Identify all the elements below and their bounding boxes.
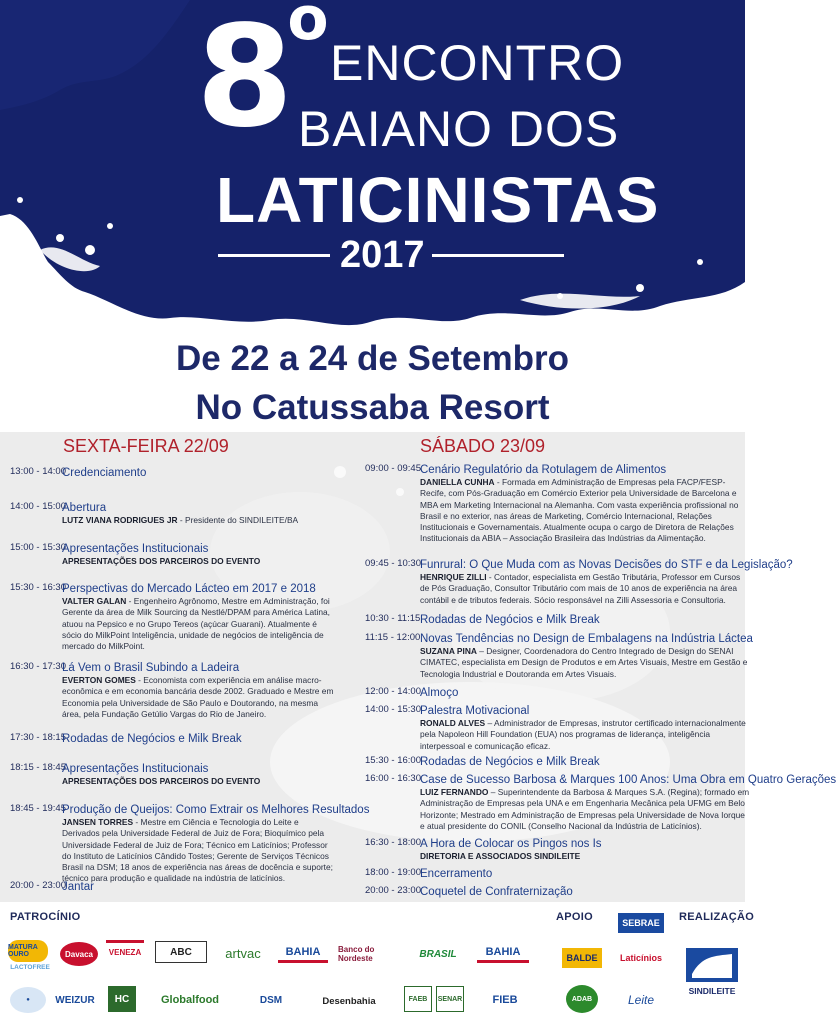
event-title: Funrural: O Que Muda com as Novas Decisões do STF e da Legislação? xyxy=(420,559,793,571)
speaker-bio: – Designer, Coordenadora do Centro Integrado de Design do SENAI CIMATEC, especialista em Design de Produtos e em Artes Visuais, Mestre em Gestão e Tecnologia Industrial e Doutoranda em Artes Visuais. xyxy=(420,646,748,679)
industria-laticinios-logo: Laticínios xyxy=(619,953,662,963)
sindileite-emblem-icon xyxy=(686,948,738,982)
weizur-logo: WEIZUR xyxy=(55,994,95,1006)
event-description xyxy=(62,596,337,651)
balde-branco-logo: BALDE xyxy=(562,948,602,968)
event-time: 11:15 - 12:00 xyxy=(365,632,421,643)
event-time: 16:00 - 16:30 xyxy=(365,773,421,784)
event-time: 13:00 - 14:00 xyxy=(10,466,66,477)
apoio-label: APOIO xyxy=(556,911,593,923)
artvac-logo: artvac xyxy=(225,945,261,961)
event-time: 09:45 - 10:30 xyxy=(365,558,421,569)
event-time: 18:00 - 19:00 xyxy=(365,867,421,878)
speaker-name: EVERTON GOMES xyxy=(62,675,136,686)
event-title: Jantar xyxy=(62,881,94,893)
event-title: Novas Tendências no Design de Embalagens na Indústria Láctea xyxy=(420,633,753,645)
davaca-logo: Davaca xyxy=(60,942,98,966)
saturday-heading: SÁBADO 23/09 xyxy=(420,436,546,456)
edition-number: 8$^o$ xyxy=(196,0,329,159)
event-time: 15:00 - 15:30 xyxy=(10,542,66,553)
bahia-govt-logo: BAHIA xyxy=(278,943,328,963)
event-time: 15:30 - 16:00 xyxy=(365,755,421,766)
speaker-name: VALTER GALAN xyxy=(62,596,127,607)
event-time: 14:00 - 15:30 xyxy=(365,704,421,715)
realizacao-label: REALIZAÇÃO xyxy=(679,911,755,923)
speaker-name: HENRIQUE ZILLI xyxy=(420,572,487,583)
sindileite-logo: SINDILEITE xyxy=(688,986,736,996)
event-time: 20:00 - 23:00 xyxy=(365,885,421,896)
event-title: Apresentações Institucionais xyxy=(62,543,209,555)
brasil-govt-logo: BRASIL xyxy=(419,948,457,960)
speaker-name: DANIELLA CUNHA xyxy=(420,477,495,488)
event-time: 17:30 - 18:15 xyxy=(10,732,66,743)
event-time: 20:00 - 23:00 xyxy=(10,880,66,891)
event-date: De 22 a 24 de Setembro xyxy=(176,339,569,378)
speaker-name: JANSEN TORRES xyxy=(62,817,134,828)
event-title: Cenário Regulatório da Rotulagem de Alimentos xyxy=(420,464,667,476)
event-subtitle: DIRETORIA E ASSOCIADOS SINDILEITE xyxy=(420,851,581,862)
sebrae-logo: SEBRAE xyxy=(618,913,664,933)
fieb-logo: FIEB xyxy=(492,994,518,1006)
bahia-justice-logo: BAHIA xyxy=(477,943,529,963)
round-sponsor-logo: ● xyxy=(10,987,46,1013)
event-title: Case de Sucesso Barbosa & Marques 100 Anos: Uma Obra em Quatro Gerações xyxy=(420,774,836,786)
event-description xyxy=(420,787,750,831)
title-line-laticinistas: LATICINISTAS xyxy=(216,164,660,236)
senar-logo: SENAR xyxy=(436,986,464,1012)
event-title: Lá Vem o Brasil Subindo a Ladeira xyxy=(62,662,240,674)
event-time: 12:00 - 14:00 xyxy=(365,686,421,697)
speaker-bio: - Economista com experiência em análise macro-econômica e em economia bancária desde 2002. Graduado e Mestre em Economia pela Universidade de São Paulo e Doutorando, na mesma área, pela Fundação Getúlio Vargas do Rio de Janeiro. xyxy=(62,675,334,719)
event-time: 14:00 - 15:00 xyxy=(10,501,66,512)
speaker-bio: - Presidente do SINDILEITE/BA xyxy=(177,515,299,526)
event-title: Rodadas de Negócios e Milk Break xyxy=(62,733,242,745)
hc-logo: HC xyxy=(108,986,136,1012)
speaker-bio: - Mestre em Ciência e Tecnologia do Leite e Derivados pela Universidade Federal de Juiz de Fora; Bioquímico pela Universidade Federal de Juiz de Fora; Técnico em Laticínios; Professor do Instituto de Laticínios Cândido Tostes; Gerente de Serviços Técnicos Brasil na DSM; 18 anos de experiência nas áreas de docência e suporte; técnico para produção e qualidade na indústria de laticínios. xyxy=(62,817,333,883)
lactofree-logo: LACTOFREE xyxy=(10,964,50,971)
event-title: Palestra Motivacional xyxy=(420,705,530,717)
event-time: 16:30 - 18:00 xyxy=(365,837,421,848)
desenbahia-logo: Desenbahia xyxy=(322,995,376,1007)
event-title: Coquetel de Confraternização xyxy=(420,886,573,898)
event-title: Credenciamento xyxy=(62,467,147,479)
adab-logo: ADAB xyxy=(566,985,598,1013)
event-time: 18:15 - 18:45 xyxy=(10,762,66,773)
event-title: Rodadas de Negócios e Milk Break xyxy=(420,614,600,626)
faeb-logo: FAEB xyxy=(404,986,432,1012)
event-year: 2017 xyxy=(340,234,425,276)
event-description xyxy=(62,817,337,884)
veneza-logo: VENEZA xyxy=(106,940,144,962)
patrocinio-label: PATROCÍNIO xyxy=(10,911,81,923)
event-title: Rodadas de Negócios e Milk Break xyxy=(420,756,600,768)
event-title: Abertura xyxy=(62,502,107,514)
speaker-name: LUIZ FERNANDO xyxy=(420,787,489,798)
title-line-encontro: ENCONTRO xyxy=(330,35,625,91)
event-time: 18:45 - 19:45 xyxy=(10,803,66,814)
event-time: 09:00 - 09:45 xyxy=(365,463,421,474)
event-title: Apresentações Institucionais xyxy=(62,763,209,775)
sindileite-wave-icon xyxy=(692,952,732,978)
event-description xyxy=(420,572,750,605)
speaker-bio: - Contador, especialista em Gestão Tributária, Professor em Cursos de Pós Graduação, Consultor Tributário com mais de 10 anos de experiência na área contábil e de tributos federais. Sócio responsável na Zilli Assessoria e Consultoria. xyxy=(420,572,741,605)
speaker-bio: - Formada em Administração de Empresas pela FACP/FESP- Recife, com Pós-Graduação em Comércio Exterior pela Universidade de Barcelona e MBA em Marketing Internacional na Alemanha. Com vasta experiência profissional no Brasil e no exterior, nas áreas de Marketing, Comércio Internacional, Relações Institucionais e Governamentais. Atualmente ocupa o cargo de Diretora de Relações Institucionais da ABIA – Associação Brasileira das Indústrias da Alimentação. xyxy=(420,477,739,543)
event-description xyxy=(62,515,337,526)
year-divider-left xyxy=(218,254,330,257)
banco-do-nordeste-logo: Banco do Nordeste xyxy=(338,945,375,963)
event-subtitle: APRESENTAÇÕES DOS PARCEIROS DO EVENTO xyxy=(62,556,261,567)
dsm-logo: DSM xyxy=(259,994,283,1006)
event-description xyxy=(420,646,750,679)
event-title: Almoço xyxy=(420,687,459,699)
event-title: A Hora de Colocar os Pingos nos Is xyxy=(420,838,602,850)
leite-logo: Leite xyxy=(627,993,655,1007)
friday-heading: SEXTA-FEIRA 22/09 xyxy=(63,436,229,456)
event-title: Produção de Queijos: Como Extrair os Melhores Resultados xyxy=(62,804,370,816)
event-title: Encerramento xyxy=(420,868,493,880)
speaker-bio: - Engenheiro Agrônomo, Mestre em Administração, foi Gerente da área de Milk Sourcing da Nestlé/DPAM para América Latina, atuou na Pepsico e no Grupo Tereos (açúcar Guarani). Atualmente é sócio do MilkPoint Inteligência, unidade de negócios de inteligência de mercado do MilkPoint. xyxy=(62,596,330,651)
abc-logo: ABC xyxy=(155,941,207,963)
event-time: 16:30 - 17:30 xyxy=(10,661,66,672)
event-description xyxy=(62,675,337,719)
matura-ouro-logo: MATURA OURO xyxy=(8,940,48,962)
speaker-name: SUZANA PINA xyxy=(420,646,477,657)
event-venue: No Catussaba Resort xyxy=(195,388,550,427)
title-line-baiano: BAIANO DOS xyxy=(298,101,620,157)
speaker-name: RONALD ALVES xyxy=(420,718,486,729)
event-time: 15:30 - 16:30 xyxy=(10,582,66,593)
globalfood-logo: Globalfood xyxy=(160,994,220,1006)
speaker-bio: – Superintendente da Barbosa & Marques S.A. (Regina); formado em Administração de Empresas pela UNA e em Engenharia Mecânica pela UFMG em Belo Horizonte; Mestrado em Administração de Empresas pela Universidade de Nova Iorque e atual presidente do CONIL (Conselho Nacional da Indústria de Laticínios). xyxy=(420,787,750,831)
event-subtitle: APRESENTAÇÕES DOS PARCEIROS DO EVENTO xyxy=(62,776,261,787)
event-title: Perspectivas do Mercado Lácteo em 2017 e 2018 xyxy=(62,583,316,595)
event-description xyxy=(420,718,750,751)
event-time: 10:30 - 11:15 xyxy=(365,613,421,624)
speaker-bio: – Administrador de Empresas, instrutor certificado internacionalmente pela Napoleon Hill Foundation (EUA) nos programas de liderança, inteligência interpessoal e comunicação eficaz. xyxy=(420,718,746,751)
event-description xyxy=(420,477,750,544)
speaker-name: LUTZ VIANA RODRIGUES JR xyxy=(62,515,178,526)
year-divider-right xyxy=(432,254,564,257)
